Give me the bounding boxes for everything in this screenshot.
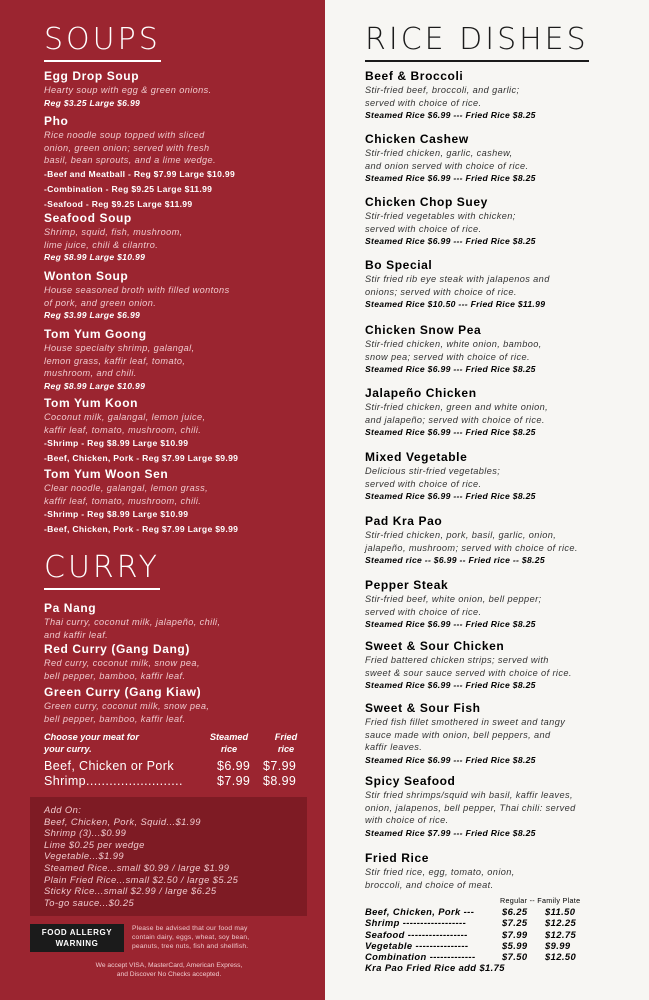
rice-dish-item <box>365 774 635 839</box>
fried-col-header <box>266 731 306 755</box>
fried-rice-row <box>365 929 625 940</box>
item-price: Steamed Rice $6.99 --- Fried Rice $8.25 <box>365 364 536 374</box>
addon-line: Lime $0.25 per wedge <box>44 838 145 850</box>
item-desc: Thai curry, coconut milk, jalapeño, chili, <box>44 617 221 627</box>
item-name: Sweet & Sour Chicken <box>365 639 505 653</box>
item-name: Mixed Vegetable <box>365 450 468 464</box>
item-name: Tom Yum Goong <box>44 327 147 341</box>
allergy-line: contain dairy, eggs, wheat, soy bean, <box>132 934 250 942</box>
item-desc: of pork, and green onion. <box>44 297 157 308</box>
fried-rice-table <box>365 896 625 974</box>
item-desc: Rice noodle soup topped with sliced <box>44 130 205 140</box>
item-name: Pad Kra Pao <box>365 514 443 528</box>
item-sub-price: -Shrimp - Reg $8.99 Large $10.99 <box>44 438 189 448</box>
allergy-label: FOOD ALLERGY <box>41 928 113 937</box>
item-price: Steamed Rice $7.99 --- Fried Rice $8.25 <box>365 827 536 838</box>
addon-line: Steamed Rice...small $0.99 / large $1.99 <box>44 861 230 873</box>
steamed-col-label: Steamed <box>209 732 249 742</box>
item-price: Steamed Rice $6.99 --- Fried Rice $8.25 <box>365 236 536 246</box>
item-name: Bo Special <box>365 258 433 272</box>
fried-rice-header-label: Regular -- Family Plate <box>500 896 581 905</box>
item-desc: Fried fish fillet smothered in sweet and tangy <box>365 717 566 727</box>
item-price: Steamed Rice $6.99 --- Fried Rice $8.25 <box>365 619 536 629</box>
item-name: Wonton Soup <box>44 269 129 283</box>
item-price: Steamed Rice $6.99 --- Fried Rice $8.25 <box>365 491 536 501</box>
rice-dish-item <box>365 69 635 121</box>
soup-item-seafood <box>44 211 314 263</box>
fried-rice-header <box>365 896 625 906</box>
item-name: Tom Yum Koon <box>44 396 139 410</box>
rice-dish-item <box>365 386 635 438</box>
item-desc: bell pepper, bamboo, kaffir leaf. <box>44 713 186 724</box>
item-name: Chicken Chop Suey <box>365 195 488 209</box>
item-desc: kaffir leaf, tomato, mushroom, chili. <box>44 495 202 506</box>
fried-rice-footer <box>365 962 625 973</box>
item-desc: Delicious stir-fried vegetables; <box>365 466 501 476</box>
rice-heading-wrap <box>365 24 589 62</box>
item-price: Reg $8.99 Large $10.99 <box>44 380 146 391</box>
item-desc: Stir-fried chicken, pork, basil, garlic, onion, <box>365 530 557 540</box>
soup-item-egg-drop <box>44 69 314 109</box>
steamed-col-header <box>209 731 249 755</box>
item-desc: and onion served with choice of rice. <box>365 160 529 171</box>
soup-item-wonton <box>44 269 314 321</box>
item-name: Chicken Cashew <box>365 132 469 146</box>
item-desc: broccoli, and choice of meat. <box>365 879 494 890</box>
addon-line: Plain Fried Rice...small $2.50 / large $5.25 <box>44 873 239 885</box>
item-desc: Hearty soup with egg & green onions. <box>44 85 212 95</box>
fried-rice-item <box>365 851 635 891</box>
soup-item-pho <box>44 114 314 212</box>
addon-line: Vegetable...$1.99 <box>44 850 124 862</box>
item-desc: Stir-fried chicken, green and white onion, <box>365 402 549 412</box>
item-desc: Fried battered chicken strips; served with <box>365 655 549 665</box>
item-name: Seafood Soup <box>44 211 132 225</box>
item-desc: Stir-fried chicken, white onion, bamboo, <box>365 339 542 349</box>
item-sub-price: -Shrimp - Reg $8.99 Large $10.99 <box>44 509 189 519</box>
fried-rice-label: Beef, Chicken, Pork --- <box>365 906 475 917</box>
item-desc: sweet & sour sauce served with choice of rice. <box>365 667 572 678</box>
fried-col-label: rice <box>277 744 295 754</box>
soup-item-tom-yum-koon <box>44 396 314 466</box>
steamed-col-label: rice <box>220 744 238 754</box>
fried-col-label: Fried <box>274 732 298 742</box>
item-name: Spicy Seafood <box>365 774 456 788</box>
rice-dish-item <box>365 195 635 247</box>
item-desc: onion, green onion; served with fresh <box>44 142 210 153</box>
allergy-label: WARNING <box>55 939 99 948</box>
item-sub-price: -Beef, Chicken, Pork - Reg $7.99 Large $9.99 <box>44 453 239 463</box>
item-desc: Coconut milk, galangal, lemon juice, <box>44 412 206 422</box>
fried-rice-regular: $5.99 <box>502 939 528 951</box>
item-name: Chicken Snow Pea <box>365 323 482 337</box>
rice-dish-item <box>365 258 635 310</box>
item-name: Tom Yum Woon Sen <box>44 467 169 481</box>
item-name: Fried Rice <box>365 851 430 865</box>
fried-rice-label: Seafood ----------------- <box>365 928 468 940</box>
curry-item-red-curry <box>44 642 314 682</box>
item-price: Steamed Rice $6.99 --- Fried Rice $8.25 <box>365 680 536 690</box>
item-name: Pa Nang <box>44 601 97 615</box>
meat-header-label: your curry. <box>44 744 92 754</box>
item-name: Beef & Broccoli <box>365 69 464 83</box>
curry-heading: CURRY <box>44 552 160 590</box>
soups-heading-wrap <box>44 24 161 62</box>
item-desc: sauce made with onion, bell peppers, and <box>365 729 551 740</box>
item-desc: served with choice of rice. <box>365 97 482 108</box>
fried-rice-family: $12.50 <box>545 951 577 963</box>
item-desc: Stir-fried chicken, garlic, cashew, <box>365 148 513 158</box>
item-desc: Green curry, coconut milk, snow pea, <box>44 701 210 711</box>
addon-line: Add On: <box>44 804 82 815</box>
item-desc: jalapeño, mushroom; served with choice of rice. <box>365 542 578 553</box>
fried-rice-row <box>365 906 625 917</box>
allergy-line: Please be advised that our food may <box>132 925 248 932</box>
item-desc: Stir fried shrimps/squid wih basil, kaffir leaves, <box>365 790 573 800</box>
fried-rice-family: $12.75 <box>545 928 577 940</box>
item-name: Red Curry (Gang Dang) <box>44 642 190 656</box>
item-desc: Stir-fried beef, broccoli, and garlic; <box>365 85 520 95</box>
item-desc: snow pea; served with choice of rice. <box>365 351 530 362</box>
payment-line: We accept VISA, MasterCard, American Express, <box>95 962 243 969</box>
fried-rice-row <box>365 951 625 962</box>
rice-dish-item <box>365 450 635 502</box>
fried-rice-family: $11.50 <box>545 906 576 917</box>
item-desc: lime juice, chili & cilantro. <box>44 239 159 250</box>
addon-line: Beef, Chicken, Pork, Squid...$1.99 <box>44 815 201 827</box>
item-desc: bell pepper, bamboo, kaffir leaf. <box>44 670 186 681</box>
soups-heading: SOUPS <box>44 24 161 62</box>
item-desc: lemon grass, kaffir leaf, tomato, <box>44 355 186 366</box>
item-price: Reg $8.99 Large $10.99 <box>44 252 146 262</box>
meat-row <box>44 759 314 773</box>
fried-rice-regular: $7.25 <box>502 917 528 929</box>
item-desc: onions; served with choice of rice. <box>365 286 517 297</box>
payment-notice <box>44 962 294 979</box>
item-price: Steamed Rice $10.50 --- Fried Rice $11.99 <box>365 299 546 309</box>
fried-rice-regular: $6.25 <box>502 906 528 917</box>
allergy-notice <box>132 924 312 952</box>
curry-item-pa-nang <box>44 601 314 641</box>
item-desc: Stir-fried beef, white onion, bell pepper; <box>365 594 542 604</box>
item-price: Steamed Rice $6.99 --- Fried Rice $8.25 <box>365 110 536 120</box>
item-desc: and kaffir leaf. <box>44 629 109 640</box>
rice-dish-item <box>365 701 635 766</box>
meat-label: Beef, Chicken or Pork <box>44 759 174 773</box>
fried-rice-label: Vegetable --------------- <box>365 939 469 951</box>
item-desc: House specialty shrimp, galangal, <box>44 343 195 353</box>
item-sub-price: -Beef, Chicken, Pork - Reg $7.99 Large $9.99 <box>44 524 239 534</box>
fried-rice-regular: $7.50 <box>502 951 528 963</box>
item-desc: Shrimp, squid, fish, mushroom, <box>44 227 183 237</box>
item-desc: Stir fried rib eye steak with jalapenos and <box>365 274 550 284</box>
item-name: Pepper Steak <box>365 578 449 592</box>
item-price: Reg $3.25 Large $6.99 <box>44 97 141 108</box>
soup-item-tom-yum-woon-sen <box>44 467 314 537</box>
item-name: Jalapeño Chicken <box>365 386 477 400</box>
item-price: Steamed rice -- $6.99 -- Fried rice -- $8.25 <box>365 555 545 565</box>
meat-label: Shrimp......................... <box>44 774 183 788</box>
item-price: Reg $3.99 Large $6.99 <box>44 310 141 320</box>
item-name: Egg Drop Soup <box>44 69 140 83</box>
item-desc: Stir-fried vegetables with chicken; <box>365 211 516 221</box>
rice-dish-item <box>365 578 635 630</box>
rice-dish-item <box>365 514 635 566</box>
meat-row <box>44 774 314 788</box>
addon-line: Sticky Rice...small $2.99 / large $6.25 <box>44 885 217 897</box>
item-desc: Clear noodle, galangal, lemon grass, <box>44 483 209 493</box>
steamed-price: $7.99 <box>217 774 251 788</box>
food-allergy-badge <box>30 924 124 952</box>
meat-header-label: Choose your meat for <box>44 732 139 742</box>
item-desc: House seasoned broth with filled wontons <box>44 285 230 295</box>
item-desc: Stir fried rice, egg, tomato, onion, <box>365 867 515 877</box>
rice-dish-item <box>365 323 635 375</box>
item-price: Steamed Rice $6.99 --- Fried Rice $8.25 <box>365 427 536 437</box>
addon-line: To-go sauce...$0.25 <box>44 896 135 908</box>
item-price: Steamed Rice $6.99 --- Fried Rice $8.25 <box>365 173 536 183</box>
allergy-line: peanuts, tree nuts, fish and shellfish. <box>132 943 249 951</box>
item-desc: served with choice of rice. <box>365 606 482 617</box>
item-sub-price: -Combination - Reg $9.25 Large $11.99 <box>44 183 213 194</box>
fried-rice-regular: $7.99 <box>502 928 528 940</box>
item-name: Sweet & Sour Fish <box>365 701 481 715</box>
payment-line: and Discover No Checks accepted. <box>116 970 222 978</box>
addon-line: Shrimp (3)...$0.99 <box>44 827 127 839</box>
fried-rice-family: $9.99 <box>545 939 571 951</box>
kra-pao-addon: Kra Pao Fried Rice add $1.75 <box>365 962 505 974</box>
item-desc: and jalapeño; served with choice of rice. <box>365 414 545 425</box>
item-desc: kaffir leaf, tomato, mushroom, chili. <box>44 424 202 435</box>
fried-price: $8.99 <box>263 774 297 788</box>
item-desc: basil, bean sprouts, and a lime wedge. <box>44 155 216 165</box>
fried-rice-family: $12.25 <box>545 917 577 929</box>
rice-dish-item <box>365 132 635 184</box>
steamed-price: $6.99 <box>217 759 251 773</box>
item-sub-price: -Seafood - Reg $9.25 Large $11.99 <box>44 198 193 209</box>
fried-rice-label: Shrimp ------------------ <box>365 917 467 929</box>
addon-box <box>30 797 307 916</box>
item-desc: onion, jalapenos, bell pepper, Thai chili: served <box>365 802 576 813</box>
item-price: Steamed Rice $6.99 --- Fried Rice $8.25 <box>365 754 536 765</box>
item-name: Green Curry (Gang Kiaw) <box>44 685 202 699</box>
fried-price: $7.99 <box>263 759 297 773</box>
fried-rice-row <box>365 940 625 951</box>
fried-rice-label: Combination ------------- <box>365 951 476 963</box>
rice-dishes-heading: RICE DISHES <box>365 24 589 62</box>
item-desc: kaffir leaves. <box>365 742 423 752</box>
fried-rice-row <box>365 917 625 928</box>
item-name: Pho <box>44 114 69 128</box>
item-desc: served with choice of rice. <box>365 478 482 489</box>
rice-dish-item <box>365 639 635 691</box>
curry-heading-wrap <box>44 552 160 590</box>
soup-item-tom-yum-goong <box>44 327 314 392</box>
item-desc: with choice of rice. <box>365 815 449 825</box>
item-sub-price: -Beef and Meatball - Reg $7.99 Large $10.99 <box>44 168 236 179</box>
meat-choice-header <box>44 731 314 755</box>
curry-item-green-curry <box>44 685 314 725</box>
item-desc: Red curry, coconut milk, snow pea, <box>44 658 200 668</box>
item-desc: served with choice of rice. <box>365 223 482 234</box>
item-desc: mushroom, and chili. <box>44 368 137 378</box>
